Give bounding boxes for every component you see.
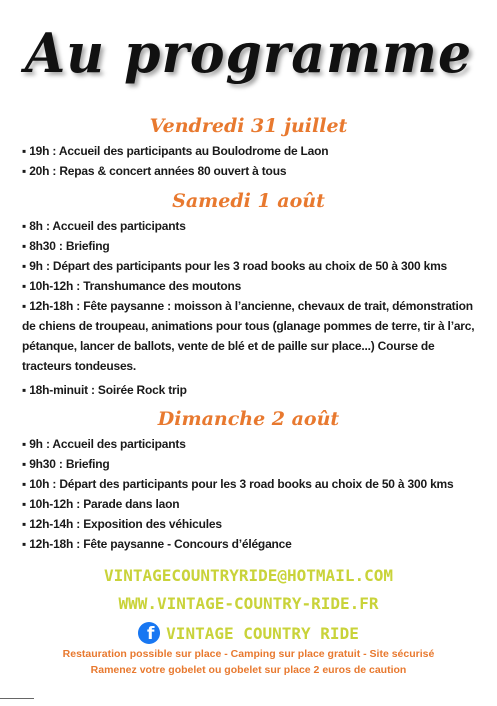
list-item: ▪ 10h : Départ des participants pour les 3 road books au choix de 50 à 300 kms — [22, 474, 482, 494]
saturday-schedule-list — [22, 216, 482, 400]
info-line-services: Restauration possible sur place - Camping sur place gratuit - Site sécurisé — [62, 648, 435, 660]
day-heading-friday: Vendredi 31 juillet — [149, 115, 348, 137]
contact-email[interactable]: VINTAGECOUNTRYRIDE@HOTMAIL.COM — [104, 566, 393, 585]
list-item: ▪ 20h : Repas & concert années 80 ouvert à tous — [22, 161, 482, 181]
list-item: ▪ 9h : Départ des participants pour les 3 road books au choix de 50 à 300 kms — [22, 256, 482, 276]
facebook-page-name: VINTAGE COUNTRY RIDE — [166, 623, 359, 643]
list-item: ▪ 9h : Accueil des participants — [22, 434, 482, 454]
sunday-schedule-list — [22, 434, 482, 554]
list-item: ▪ 12h-14h : Exposition des véhicules — [22, 514, 482, 534]
list-item: ▪ 18h-minuit : Soirée Rock trip — [22, 380, 482, 400]
friday-schedule-list — [22, 141, 482, 181]
list-item: ▪ 10h-12h : Parade dans laon — [22, 494, 482, 514]
facebook-icon: f — [138, 622, 160, 644]
list-item: ▪ 8h : Accueil des participants — [22, 216, 482, 236]
list-item: ▪ 19h : Accueil des participants au Boulodrome de Laon — [22, 141, 482, 161]
facebook-link[interactable] — [0, 620, 497, 646]
list-item: ▪ 8h30 : Briefing — [22, 236, 482, 256]
day-heading-sunday: Dimanche 2 août — [157, 408, 340, 430]
info-line-cup-deposit: Ramenez votre gobelet ou gobelet sur place 2 euros de caution — [90, 664, 407, 676]
list-item: ▪ 9h30 : Briefing — [22, 454, 482, 474]
list-item: ▪ 10h-12h : Transhumance des moutons — [22, 276, 482, 296]
divider — [0, 698, 34, 699]
page-title: Au programme — [24, 21, 473, 86]
list-item: ▪ 12h-18h : Fête paysanne : moisson à l’ancienne, chevaux de trait, démonstration de chiens de troupeau, animations pour tous (glanage pommes de terre, tir à l’arc, pétanque, lancer de ballots, vente de blé et de paille sur place...) Course de tracteurs tondeuses. — [22, 296, 482, 376]
day-heading-saturday: Samedi 1 août — [172, 190, 325, 212]
contact-website[interactable]: WWW.VINTAGE-COUNTRY-RIDE.FR — [118, 594, 379, 613]
list-item: ▪ 12h-18h : Fête paysanne - Concours d’élégance — [22, 534, 482, 554]
